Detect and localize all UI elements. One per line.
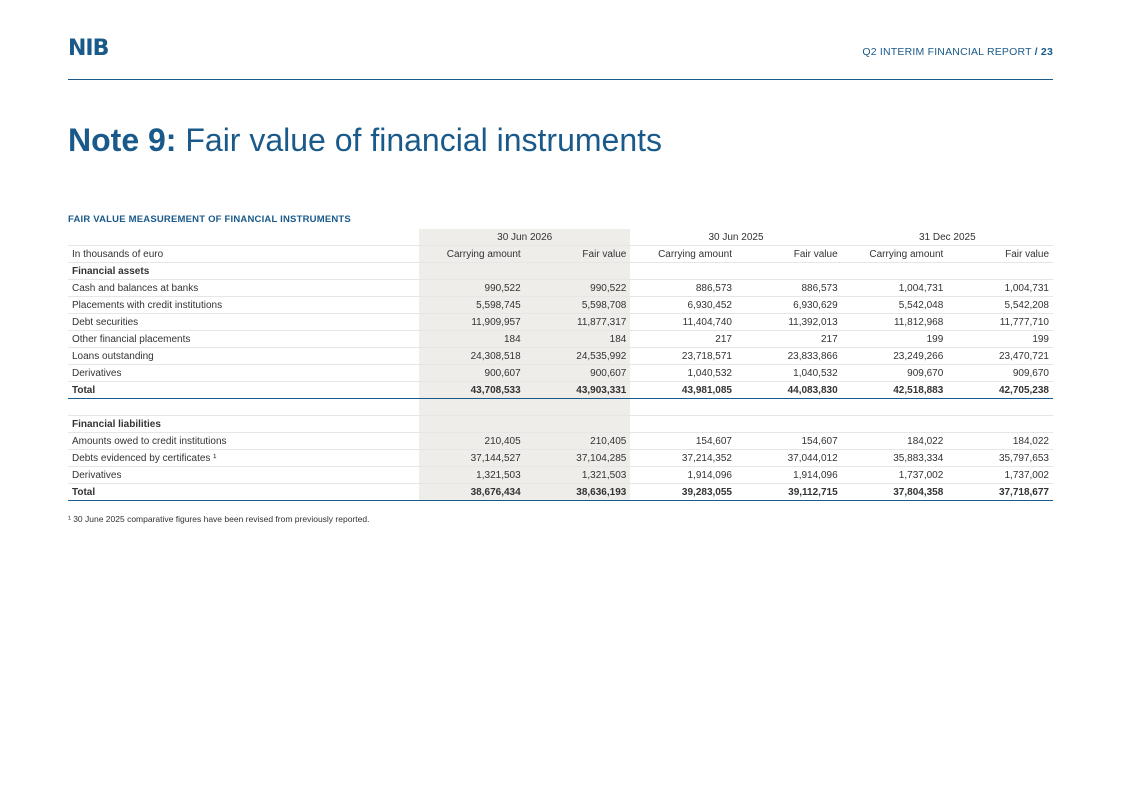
column-header: Fair value: [736, 246, 842, 263]
row-label: Amounts owed to credit institutions: [68, 433, 419, 450]
value-cell: 909,670: [947, 365, 1053, 382]
value-cell: 154,607: [736, 433, 842, 450]
value-cell: 210,405: [419, 433, 525, 450]
logo-text: NIB: [68, 36, 109, 61]
row-label: Debt securities: [68, 314, 419, 331]
value-cell: 5,598,745: [419, 297, 525, 314]
value-cell: 184: [419, 331, 525, 348]
value-cell: 37,144,527: [419, 450, 525, 467]
table-row: [68, 280, 1053, 297]
value-cell: 43,981,085: [630, 382, 736, 399]
value-cell: 37,044,012: [736, 450, 842, 467]
table-row: [68, 331, 1053, 348]
column-header-row: [68, 246, 1053, 263]
column-header: Carrying amount: [630, 246, 736, 263]
value-cell: 11,777,710: [947, 314, 1053, 331]
value-cell: 23,470,721: [947, 348, 1053, 365]
page-header: [862, 46, 1053, 58]
page-title: [68, 122, 662, 159]
period-header: 31 Dec 2025: [842, 229, 1053, 246]
value-cell: 6,930,452: [630, 297, 736, 314]
value-cell: 5,542,048: [842, 297, 948, 314]
value-cell: 1,737,002: [947, 467, 1053, 484]
row-label: Loans outstanding: [68, 348, 419, 365]
table-row: [68, 348, 1053, 365]
section-row: [68, 263, 1053, 280]
value-cell: 1,914,096: [736, 467, 842, 484]
value-cell: 1,004,731: [947, 280, 1053, 297]
value-cell: 1,914,096: [630, 467, 736, 484]
note-title: Fair value of financial instruments: [185, 122, 662, 158]
value-cell: 35,797,653: [947, 450, 1053, 467]
table-row: [68, 365, 1053, 382]
row-label: Placements with credit institutions: [68, 297, 419, 314]
row-label: Derivatives: [68, 365, 419, 382]
value-cell: 1,004,731: [842, 280, 948, 297]
value-cell: 43,708,533: [419, 382, 525, 399]
section-label: Financial liabilities: [68, 416, 419, 433]
row-label: Other financial placements: [68, 331, 419, 348]
value-cell: 909,670: [842, 365, 948, 382]
row-label: Cash and balances at banks: [68, 280, 419, 297]
column-header: Fair value: [525, 246, 631, 263]
value-cell: 900,607: [419, 365, 525, 382]
value-cell: 24,308,518: [419, 348, 525, 365]
value-cell: 990,522: [525, 280, 631, 297]
value-cell: 38,636,193: [525, 484, 631, 501]
table-row: [68, 467, 1053, 484]
value-cell: 1,321,503: [525, 467, 631, 484]
row-label: Total: [68, 484, 419, 501]
value-cell: 35,883,334: [842, 450, 948, 467]
value-cell: 6,930,629: [736, 297, 842, 314]
fair-value-table: [68, 229, 1053, 501]
period-header-row: [68, 229, 1053, 246]
value-cell: 39,112,715: [736, 484, 842, 501]
page-number: 23: [1040, 46, 1053, 58]
value-cell: 11,392,013: [736, 314, 842, 331]
footnote: ¹ 30 June 2025 comparative figures have been revised from previously reported.: [68, 514, 370, 524]
row-label: Total: [68, 382, 419, 399]
table-row: [68, 297, 1053, 314]
value-cell: 184,022: [842, 433, 948, 450]
value-cell: 1,040,532: [736, 365, 842, 382]
value-cell: 199: [842, 331, 948, 348]
unit-label: In thousands of euro: [68, 246, 419, 263]
period-blank: [68, 229, 419, 246]
header-separator: /: [1034, 46, 1038, 58]
column-header: Carrying amount: [842, 246, 948, 263]
value-cell: 217: [630, 331, 736, 348]
value-cell: 11,404,740: [630, 314, 736, 331]
value-cell: 11,877,317: [525, 314, 631, 331]
section-heading: FAIR VALUE MEASUREMENT OF FINANCIAL INSTRUMENTS: [68, 214, 351, 225]
period-header: 30 Jun 2026: [419, 229, 630, 246]
value-cell: 184: [525, 331, 631, 348]
value-cell: 886,573: [736, 280, 842, 297]
report-name: Q2 INTERIM FINANCIAL REPORT: [862, 46, 1032, 58]
value-cell: 210,405: [525, 433, 631, 450]
value-cell: 38,676,434: [419, 484, 525, 501]
total-row: [68, 382, 1053, 399]
value-cell: 42,705,238: [947, 382, 1053, 399]
spacer-row: [68, 399, 1053, 416]
note-number: Note 9:: [68, 122, 177, 158]
column-header: Carrying amount: [419, 246, 525, 263]
value-cell: 23,718,571: [630, 348, 736, 365]
value-cell: 37,718,677: [947, 484, 1053, 501]
value-cell: 154,607: [630, 433, 736, 450]
value-cell: 184,022: [947, 433, 1053, 450]
value-cell: 1,040,532: [630, 365, 736, 382]
value-cell: 1,321,503: [419, 467, 525, 484]
value-cell: 217: [736, 331, 842, 348]
value-cell: 900,607: [525, 365, 631, 382]
total-row: [68, 484, 1053, 501]
value-cell: 39,283,055: [630, 484, 736, 501]
table-row: [68, 450, 1053, 467]
value-cell: 990,522: [419, 280, 525, 297]
table-row: [68, 314, 1053, 331]
value-cell: 1,737,002: [842, 467, 948, 484]
header-rule: [68, 79, 1053, 80]
value-cell: 5,542,208: [947, 297, 1053, 314]
section-row: [68, 416, 1053, 433]
row-label: Derivatives: [68, 467, 419, 484]
value-cell: 37,104,285: [525, 450, 631, 467]
value-cell: 23,249,266: [842, 348, 948, 365]
column-header: Fair value: [947, 246, 1053, 263]
value-cell: 43,903,331: [525, 382, 631, 399]
table-row: [68, 433, 1053, 450]
value-cell: 37,804,358: [842, 484, 948, 501]
section-label: Financial assets: [68, 263, 419, 280]
value-cell: 23,833,866: [736, 348, 842, 365]
value-cell: 5,598,708: [525, 297, 631, 314]
nib-logo: [68, 36, 108, 61]
value-cell: 199: [947, 331, 1053, 348]
row-label: Debts evidenced by certificates ¹: [68, 450, 419, 467]
value-cell: 11,909,957: [419, 314, 525, 331]
period-header: 30 Jun 2025: [630, 229, 841, 246]
value-cell: 24,535,992: [525, 348, 631, 365]
value-cell: 44,083,830: [736, 382, 842, 399]
value-cell: 42,518,883: [842, 382, 948, 399]
value-cell: 886,573: [630, 280, 736, 297]
table-body: [68, 263, 1053, 501]
value-cell: 37,214,352: [630, 450, 736, 467]
value-cell: 11,812,968: [842, 314, 948, 331]
